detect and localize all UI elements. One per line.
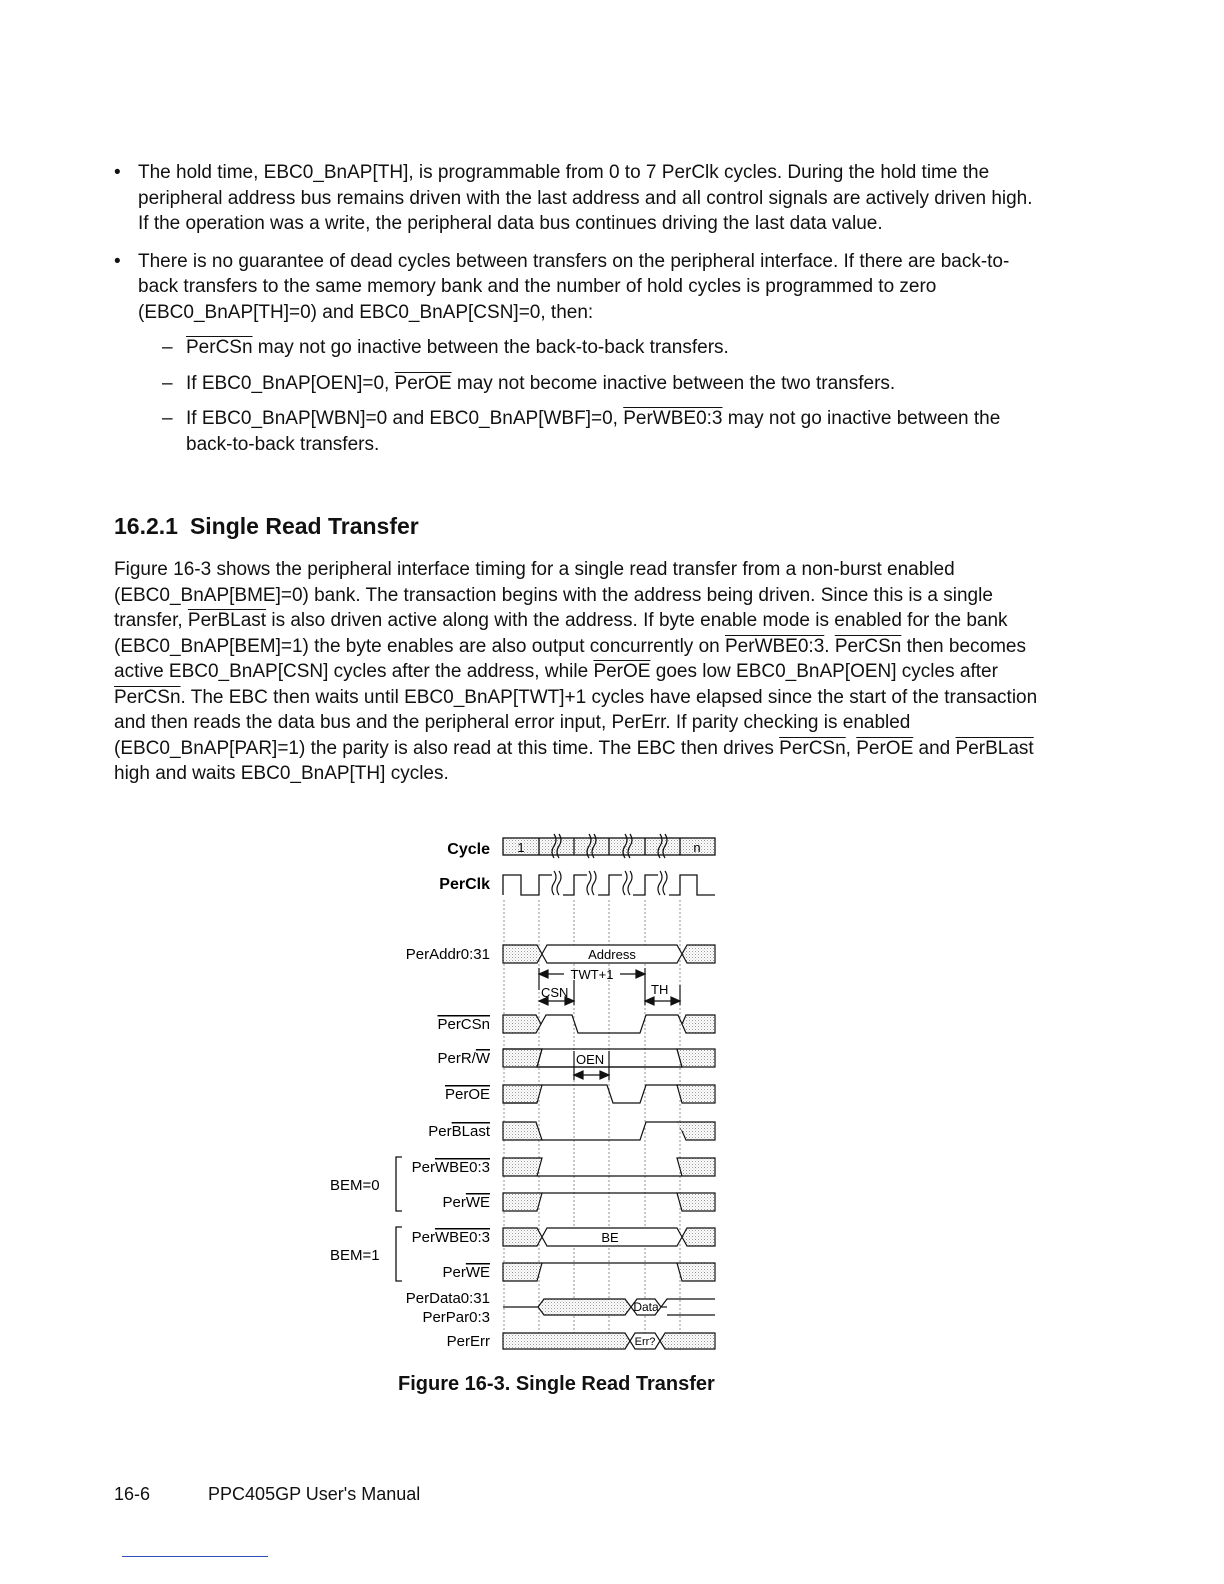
para-text: is also driven active along with the address. If byte enable mode is enabled for the bank (EBC0_BnAP[BEM]=1) the byte enables are also output concurrently on xyxy=(114,610,1008,657)
signal-name: PerWBE0:3 xyxy=(725,635,825,657)
bullet-list xyxy=(114,160,1044,469)
signal-name: PerWBE0:3 xyxy=(623,408,723,429)
perwe-bem0-label xyxy=(442,1194,490,1211)
pererr-label: PerErr xyxy=(446,1333,490,1350)
peroe-label: PerOE xyxy=(444,1086,490,1103)
para-text: Figure 16-3 shows the peripheral interface timing for a single read transfer from a non-burst enabled (EBC0_BnAP[BME]=0) bank. The transaction begins with the address being driven. Since this is a single transfer, xyxy=(114,559,993,631)
para-text: and xyxy=(913,737,956,759)
signal-name: PerOE xyxy=(394,372,452,394)
signal-name: PerOE xyxy=(593,661,651,682)
perdata-label: PerData0:31 xyxy=(405,1290,490,1307)
perdata-waveform xyxy=(503,1299,715,1315)
dash-symbol: – xyxy=(162,337,173,358)
address-bus-label: Address xyxy=(588,947,636,962)
perwe-bar: WE xyxy=(465,1194,490,1211)
bullet-text: There is no guarantee of dead cycles between transfers on the peripheral interface. If there are back-to-back transfers to the same memory bank and the number of hold cycles is programmed to zero (EBC0_BnAP[TH]=0) and EBC0_BnAP[CSN]=0, then: xyxy=(138,250,1010,323)
perblast-label xyxy=(428,1123,491,1140)
bem1-bracket xyxy=(396,1227,402,1281)
perwbe-prefix: Per xyxy=(411,1229,435,1246)
perwbe-bem1-label xyxy=(412,1229,490,1246)
signal-name: PerBLast xyxy=(955,737,1034,759)
signal-name: PerOE xyxy=(856,737,914,759)
bem1-label: BEM=1 xyxy=(330,1247,380,1264)
perrw-bar: W xyxy=(475,1050,490,1067)
perclk-waveform xyxy=(503,875,715,895)
twt-label: TWT+1 xyxy=(570,967,614,982)
section-title: Single Read Transfer xyxy=(189,513,419,539)
sub-text: If EBC0_BnAP[OEN]=0, xyxy=(186,372,395,394)
bem0-bracket xyxy=(396,1157,402,1211)
dash-symbol: – xyxy=(162,372,173,394)
bullet-item-dead-cycles xyxy=(114,249,1044,458)
manual-title: PPC405GP User's Manual xyxy=(208,1484,421,1504)
section-heading xyxy=(114,513,419,540)
perwbe-prefix: Per xyxy=(411,1159,435,1176)
cycle-label: Cycle xyxy=(447,841,490,858)
perclk-label: PerClk xyxy=(439,876,490,893)
page-footer xyxy=(114,1484,420,1505)
perrw-prefix: PerR/ xyxy=(437,1050,476,1067)
perwe-bar: WE xyxy=(465,1264,490,1281)
perrw-label xyxy=(437,1050,490,1067)
para-text: , xyxy=(845,737,857,759)
perblast-prefix: Per xyxy=(428,1123,452,1140)
section-number: 16.2.1 xyxy=(114,513,178,539)
perwbe-bar: WBE0:3 xyxy=(434,1159,490,1176)
perpar-label: PerPar0:3 xyxy=(422,1309,490,1326)
page-number: 16-6 xyxy=(114,1484,151,1504)
peraddr-label: PerAddr0:31 xyxy=(405,946,490,963)
cycle-last: n xyxy=(693,840,701,855)
perwe-prefix: Per xyxy=(442,1194,466,1211)
signal-name: PerBLast xyxy=(187,610,267,631)
para-text: . xyxy=(824,635,835,657)
sub-text: may not become inactive between the two transfers. xyxy=(451,372,896,394)
err-bus-label: Err? xyxy=(634,1336,656,1348)
sub-item-peroe xyxy=(138,371,1044,397)
bullet-symbol: • xyxy=(114,250,121,272)
timing-diagram xyxy=(320,825,740,1365)
perwe-bem1-label xyxy=(442,1264,490,1281)
percsn-label: PerCSn xyxy=(437,1016,490,1033)
signal-name: PerCSn xyxy=(779,737,846,759)
perwbe-bem0-label xyxy=(412,1159,490,1176)
para-text: goes low EBC0_BnAP[OEN] cycles after xyxy=(650,661,998,682)
sub-text: If EBC0_BnAP[WBN]=0 and EBC0_BnAP[WBF]=0, xyxy=(186,408,624,429)
perwbe-bar: WBE0:3 xyxy=(434,1229,490,1246)
para-text: then becomes active EBC0_BnAP[CSN] cycles after the address, while xyxy=(114,635,1026,682)
bem0-label: BEM=0 xyxy=(330,1177,380,1194)
signal-name: PerCSn xyxy=(114,686,181,708)
be-bus-label: BE xyxy=(601,1230,619,1245)
pererr-waveform xyxy=(503,1333,715,1349)
th-label: TH xyxy=(651,982,669,997)
body-paragraph xyxy=(114,557,1044,787)
signal-name: PerCSn xyxy=(834,635,902,657)
bullet-text: The hold time, EBC0_BnAP[TH], is programmable from 0 to 7 PerClk cycles. During the hold time the peripheral address bus remains driven with the last address and all control signals are actively driven high. If the operation was a write, the peripheral data bus continues driving the last data value. xyxy=(138,162,1033,234)
perwe-prefix: Per xyxy=(442,1264,466,1281)
cycle-first: 1 xyxy=(517,840,525,855)
sub-text: may not go inactive between the back-to-back transfers. xyxy=(252,337,729,358)
para-text: high and waits EBC0_BnAP[TH] cycles. xyxy=(114,763,449,784)
data-bus-label: Data xyxy=(633,1300,659,1314)
sub-text: may not go inactive between the back-to-back transfers. xyxy=(186,408,1001,455)
oen-label: OEN xyxy=(576,1052,605,1067)
signal-name: PerCSn xyxy=(186,337,253,358)
para-text: . The EBC then waits until EBC0_BnAP[TWT]+1 cycles have elapsed since the start of the transaction and then reads the data bus and the peripheral error input, PerErr. If parity checking is enabled (EBC0_BnAP[PAR]=1) the parity is also read at this time. The EBC then drives xyxy=(114,686,1038,759)
csn-label: CSN xyxy=(541,985,569,1000)
figure-caption: Figure 16-3. Single Read Transfer xyxy=(398,1373,715,1395)
dash-symbol: – xyxy=(162,408,173,429)
sub-item-percsn xyxy=(138,335,1044,361)
footer-rule xyxy=(122,1556,268,1557)
bullet-symbol: • xyxy=(114,162,121,183)
cycle-row xyxy=(503,838,715,855)
perblast-bar: BLast xyxy=(451,1123,490,1140)
bullet-item-hold-time xyxy=(114,160,1044,237)
sub-item-perwbe xyxy=(138,406,1044,457)
